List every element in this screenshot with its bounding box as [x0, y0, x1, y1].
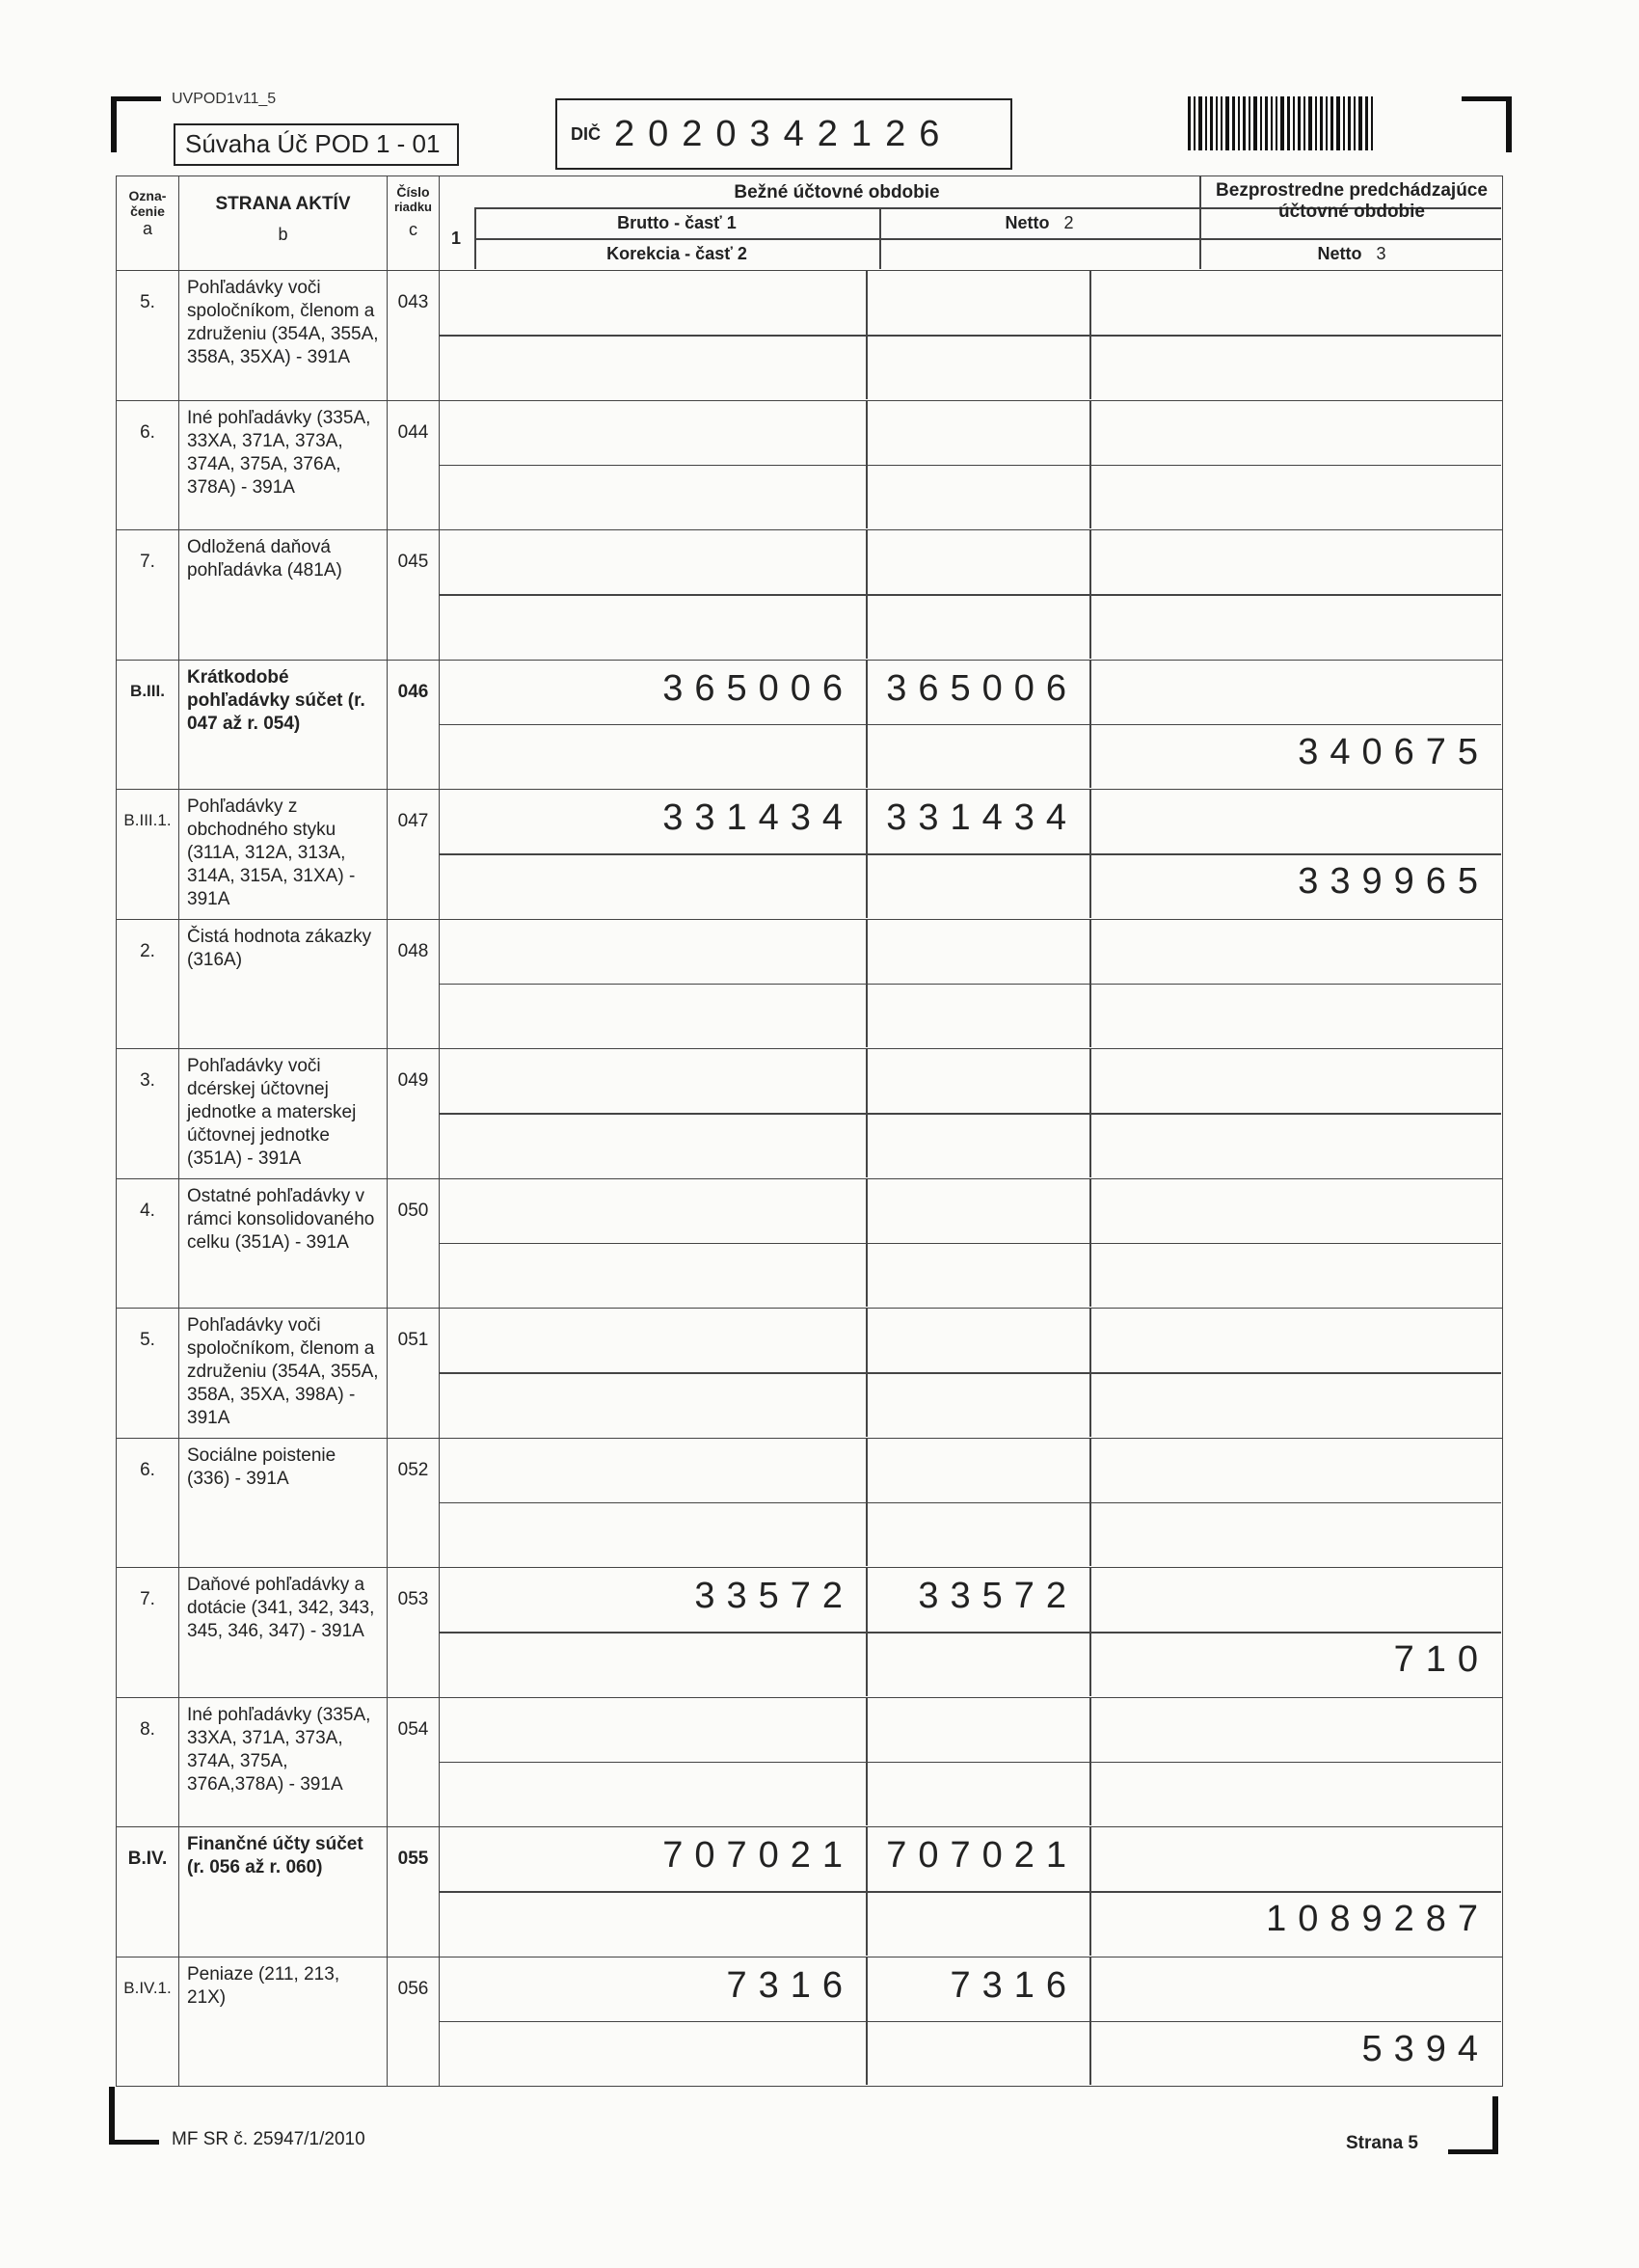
prev-netto-value[interactable]: 1089287: [1266, 1899, 1490, 1939]
brutto-value[interactable]: 7316: [726, 1964, 854, 2006]
korekcia-label: Korekcia - časť 2: [606, 244, 747, 263]
row-line-number: 050: [388, 1178, 440, 1309]
row-mark: 6.: [117, 1438, 179, 1568]
col-a-header-line1: Ozna-: [128, 188, 167, 203]
col-1-number: 1: [451, 229, 462, 248]
previous-period-header: Bezprostredne predchádzajúce účtovné obdobie: [1216, 180, 1488, 222]
netto-value[interactable]: 707021: [886, 1835, 1078, 1876]
row-label: Krátkodobé pohľadávky súčet (r. 047 až r. 054): [179, 660, 388, 790]
row-line-number: 053: [388, 1568, 440, 1698]
row-line-number: 049: [388, 1049, 440, 1179]
row-values: [440, 1957, 1503, 2087]
col-c-letter: c: [409, 220, 417, 239]
footer-page-number: Strana 5: [1346, 2133, 1418, 2153]
netto-value[interactable]: 331434: [886, 797, 1078, 838]
row-values: [440, 1568, 1503, 1698]
table-header-row: [117, 176, 1503, 271]
col-c-header: [388, 176, 440, 271]
table-row: [117, 271, 1503, 401]
corner-mark-bottom-right: [1492, 2096, 1498, 2154]
row-mark: 6.: [117, 400, 179, 530]
row-values: [440, 1827, 1503, 1958]
netto-header: [879, 213, 1199, 233]
row-values: [440, 400, 1503, 530]
netto-number: 2: [1063, 213, 1074, 232]
row-label: Iné pohľadávky (335A, 33XA, 371A, 373A, 374A, 375A, 376A, 378A) - 391A: [179, 400, 388, 530]
prev-netto-value[interactable]: 710: [1393, 1639, 1490, 1680]
prev-netto-value[interactable]: 339965: [1298, 861, 1490, 902]
barcode: [1188, 96, 1376, 150]
row-mark: B.IV.1.: [117, 1957, 179, 2087]
corner-mark-bottom-right-h: [1448, 2149, 1498, 2154]
row-mark: B.III.: [117, 660, 179, 790]
row-mark: 5.: [117, 271, 179, 401]
row-line-number: 056: [388, 1957, 440, 2087]
row-line-number: 044: [388, 400, 440, 530]
netto-value[interactable]: 7316: [950, 1964, 1078, 2006]
row-line-number: 045: [388, 530, 440, 661]
row-label: Čistá hodnota zákazky (316A): [179, 919, 388, 1049]
col-b-title: STRANA AKTÍV: [215, 194, 351, 214]
row-mark: B.IV.: [117, 1827, 179, 1958]
row-label: Pohľadávky z obchodného styku (311A, 312A, 313A, 314A, 315A, 31XA) - 391A: [179, 790, 388, 920]
table-row: [117, 1957, 1503, 2087]
row-values: [440, 1309, 1503, 1439]
corner-mark-top-right: [1506, 96, 1512, 152]
corner-mark-top-left-h: [111, 96, 161, 101]
table-row: [117, 660, 1503, 790]
corner-mark-bottom-left: [109, 2087, 115, 2145]
col-c-header-line2: riadku: [393, 200, 432, 214]
row-values: [440, 1178, 1503, 1309]
form-code: UVPOD1v11_5: [172, 91, 277, 107]
row-line-number: 043: [388, 271, 440, 401]
row-mark: 2.: [117, 919, 179, 1049]
prev-netto-value[interactable]: 5394: [1361, 2028, 1490, 2069]
row-line-number: 047: [388, 790, 440, 920]
row-label: Odložená daňová pohľadávka (481A): [179, 530, 388, 661]
balance-sheet-table: [116, 176, 1503, 2087]
brutto-value[interactable]: 331434: [662, 797, 854, 838]
table-row: [117, 1568, 1503, 1698]
col-c-header-line1: Číslo: [396, 184, 430, 200]
col-b-header: [179, 176, 388, 271]
brutto-header: [474, 213, 879, 233]
row-label: Pohľadávky voči dcérskej účtovnej jednotke a materskej účtovnej jednotke (351A) - 391A: [179, 1049, 388, 1179]
prev-netto-header: [1201, 244, 1502, 264]
row-mark: 3.: [117, 1049, 179, 1179]
row-mark: 4.: [117, 1178, 179, 1309]
corner-mark-top-right-h: [1462, 96, 1512, 101]
table-row: [117, 1178, 1503, 1309]
brutto-value[interactable]: 365006: [662, 667, 854, 709]
value-columns-header: [440, 176, 1503, 271]
col-a-letter: a: [142, 219, 152, 238]
col-a-header-line2: čenie: [130, 203, 165, 219]
row-values: [440, 660, 1503, 790]
row-label: Ostatné pohľadávky v rámci konsolidovaného celku (351A) - 391A: [179, 1178, 388, 1309]
row-line-number: 052: [388, 1438, 440, 1568]
row-line-number: 051: [388, 1309, 440, 1439]
brutto-label: Brutto - časť 1: [617, 213, 737, 232]
col-a-header: [117, 176, 179, 271]
netto-value[interactable]: 33572: [918, 1576, 1078, 1616]
prev-netto-label: Netto: [1317, 244, 1362, 263]
prev-netto-number: 3: [1376, 244, 1386, 263]
corner-mark-bottom-left-h: [109, 2140, 159, 2145]
brutto-value[interactable]: 707021: [662, 1835, 854, 1876]
row-values: [440, 271, 1503, 401]
netto-label: Netto: [1005, 213, 1050, 232]
row-label: Finančné účty súčet (r. 056 až r. 060): [179, 1827, 388, 1958]
brutto-value[interactable]: 33572: [694, 1576, 854, 1616]
table-row: [117, 1438, 1503, 1568]
row-line-number: 055: [388, 1827, 440, 1958]
row-values: [440, 530, 1503, 661]
dic-box: [555, 98, 1012, 170]
row-mark: B.III.1.: [117, 790, 179, 920]
table-row: [117, 1827, 1503, 1958]
row-line-number: 054: [388, 1697, 440, 1827]
row-line-number: 048: [388, 919, 440, 1049]
row-mark: 8.: [117, 1697, 179, 1827]
row-mark: 7.: [117, 1568, 179, 1698]
table-row: [117, 919, 1503, 1049]
netto-value[interactable]: 365006: [886, 667, 1078, 709]
row-mark: 7.: [117, 530, 179, 661]
row-values: [440, 1438, 1503, 1568]
row-label: Daňové pohľadávky a dotácie (341, 342, 343, 345, 346, 347) - 391A: [179, 1568, 388, 1698]
current-period-header: Bežné účtovné obdobie: [734, 182, 940, 202]
row-values: [440, 1697, 1503, 1827]
table-row: [117, 530, 1503, 661]
row-values: [440, 790, 1503, 920]
table-row: [117, 1049, 1503, 1179]
row-label: Pohľadávky voči spoločníkom, členom a združeniu (354A, 355A, 358A, 35XA) - 391A: [179, 271, 388, 401]
row-label: Iné pohľadávky (335A, 33XA, 371A, 373A, 374A, 375A, 376A,378A) - 391A: [179, 1697, 388, 1827]
prev-netto-value[interactable]: 340675: [1298, 731, 1490, 772]
row-values: [440, 1049, 1503, 1179]
row-line-number: 046: [388, 660, 440, 790]
row-values: [440, 919, 1503, 1049]
table-row: [117, 1697, 1503, 1827]
row-label: Sociálne poistenie (336) - 391A: [179, 1438, 388, 1568]
row-mark: 5.: [117, 1309, 179, 1439]
korekcia-header: [474, 244, 879, 264]
dic-value: 2020342126: [614, 113, 954, 154]
table-row: [117, 400, 1503, 530]
corner-mark-top-left: [111, 96, 117, 152]
row-label: Peniaze (211, 213, 21X): [179, 1957, 388, 2087]
table-row: [117, 790, 1503, 920]
dic-label: DIČ: [571, 123, 601, 144]
page-title: Súvaha Úč POD 1 - 01: [174, 123, 459, 166]
row-label: Pohľadávky voči spoločníkom, členom a združeniu (354A, 355A, 358A, 35XA, 398A) - 391A: [179, 1309, 388, 1439]
footer-ministry-ref: MF SR č. 25947/1/2010: [172, 2129, 365, 2149]
table-row: [117, 1309, 1503, 1439]
col-b-letter: b: [278, 225, 288, 244]
